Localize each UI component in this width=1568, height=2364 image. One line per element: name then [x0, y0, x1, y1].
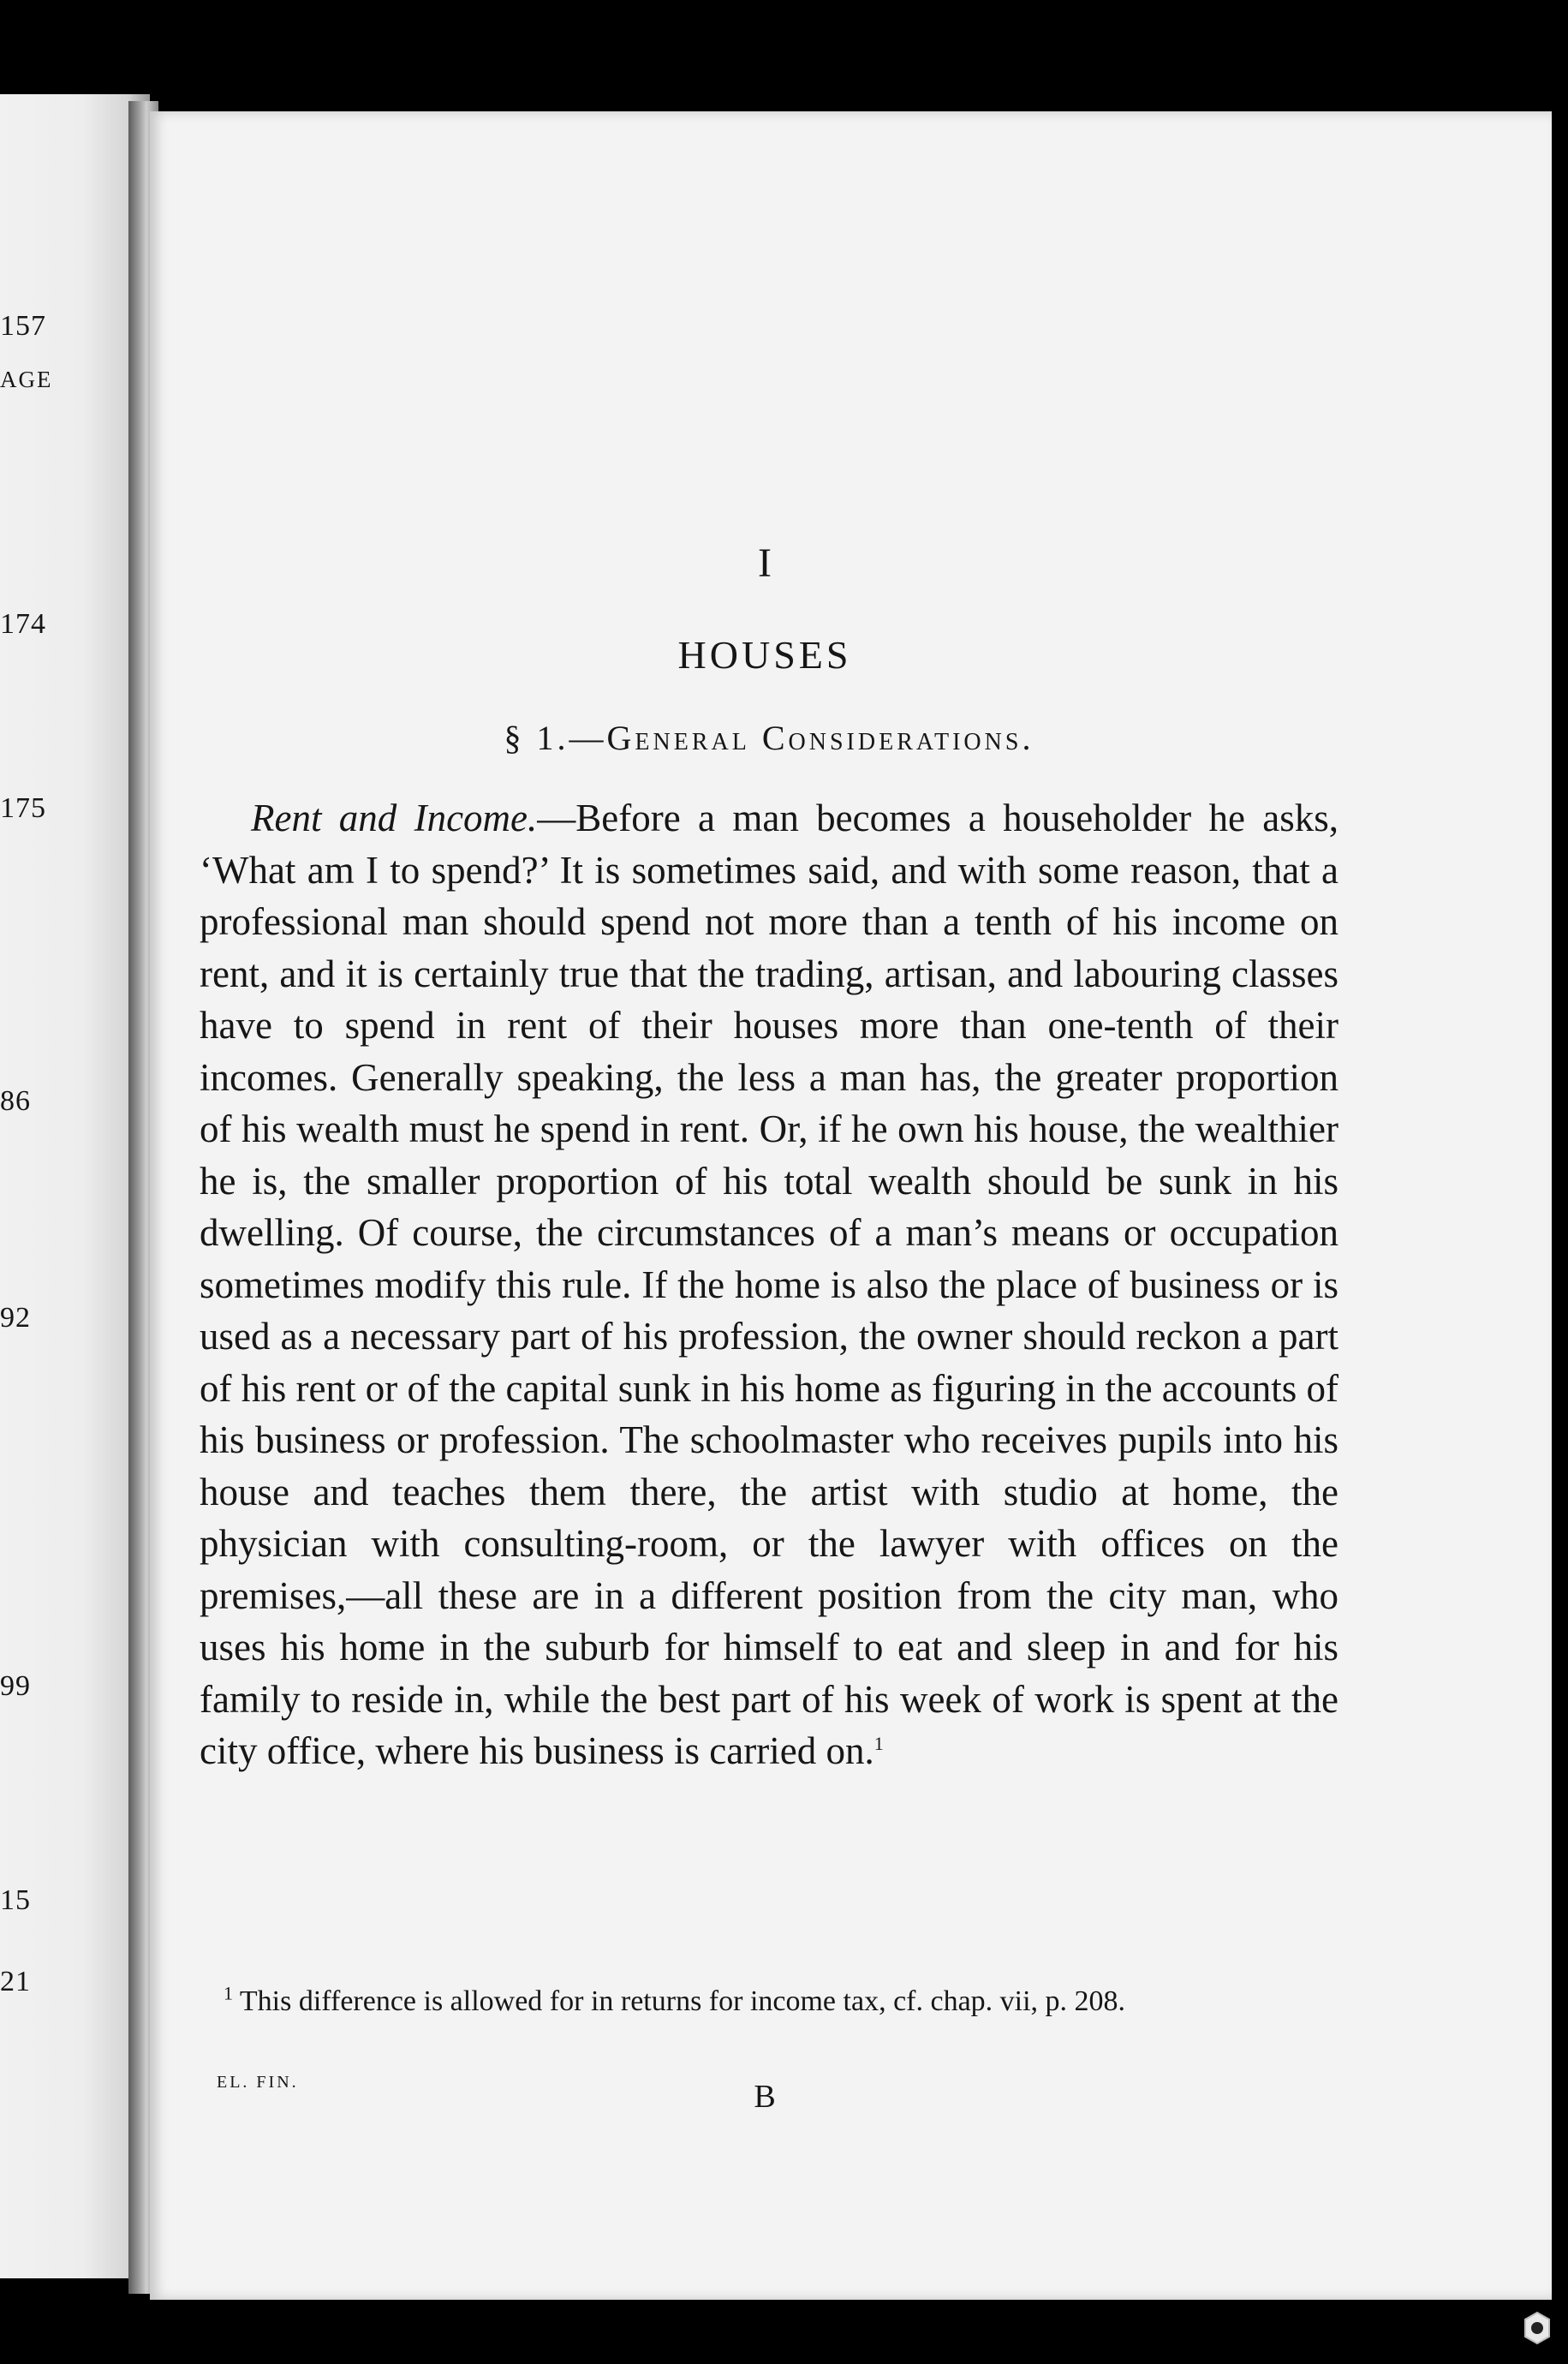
chapter-number: I	[758, 540, 772, 586]
previous-page-number: 174	[0, 608, 46, 640]
previous-page-number: 157	[0, 310, 46, 342]
previous-page-edge	[0, 94, 150, 2278]
previous-page-number: 99	[0, 1670, 31, 1702]
paragraph-text: —Before a man becomes a householder he asks, ‘What am I to spend?’ It is sometimes said, and with some reason, that a professional man should spend not more than a tenth of his income on rent, and it is certainly true that the trading, artisan, and labouring classes have to spend in rent of their houses more than one-tenth of their incomes. Generally speaking, the less a man has, the greater proportion of his wealth must he spend in rent. Or, if he own his house, the wealthier he is, the smaller proportion of his total wealth should be sunk in his dwelling. Of course, the circumstances of a man’s means or occupation sometimes modify this rule. If the home is also the place of business or is used as a necessary part of his profession, the owner should reckon a part of his rent or of the capital sunk in his home as figuring in the accounts of his business or profession. The schoolmaster who receives pupils into his house and teaches them there, the artist with studio at home, the physician with consulting-room, or the lawyer with offices on the premises,—all these are in a different position from the city man, who uses his home in the suburb for himself to eat and sleep in and for his family to reside in, while the best part of his week of work is spent at the city office, where his business is carried on.	[200, 797, 1338, 1772]
section-heading: § 1.—General Considerations.	[504, 719, 1034, 757]
footnote-reference: 1	[873, 1733, 884, 1754]
previous-page-number: 92	[0, 1302, 31, 1334]
book-page	[150, 111, 1552, 2300]
signature-mark: B	[754, 2079, 776, 2115]
chapter-title: HOUSES	[677, 633, 852, 677]
previous-page-number: 21	[0, 1966, 31, 1997]
previous-page-header: AGE	[0, 367, 53, 392]
paragraph-lead-in: Rent and Income.	[251, 797, 538, 839]
body-paragraph	[200, 792, 1338, 1777]
previous-page-number: 15	[0, 1884, 31, 1916]
signature-short-title: EL. FIN.	[217, 2073, 299, 2092]
footnote-marker: 1	[224, 1982, 233, 2004]
previous-page-number: 86	[0, 1085, 31, 1117]
footnote	[200, 1983, 1338, 2021]
footnote-text: This difference is allowed for in returns for income tax, cf. chap. vii, p. 208.	[239, 1985, 1126, 2017]
previous-page-number: 175	[0, 792, 46, 824]
scanner-badge-icon	[1523, 2311, 1552, 2345]
